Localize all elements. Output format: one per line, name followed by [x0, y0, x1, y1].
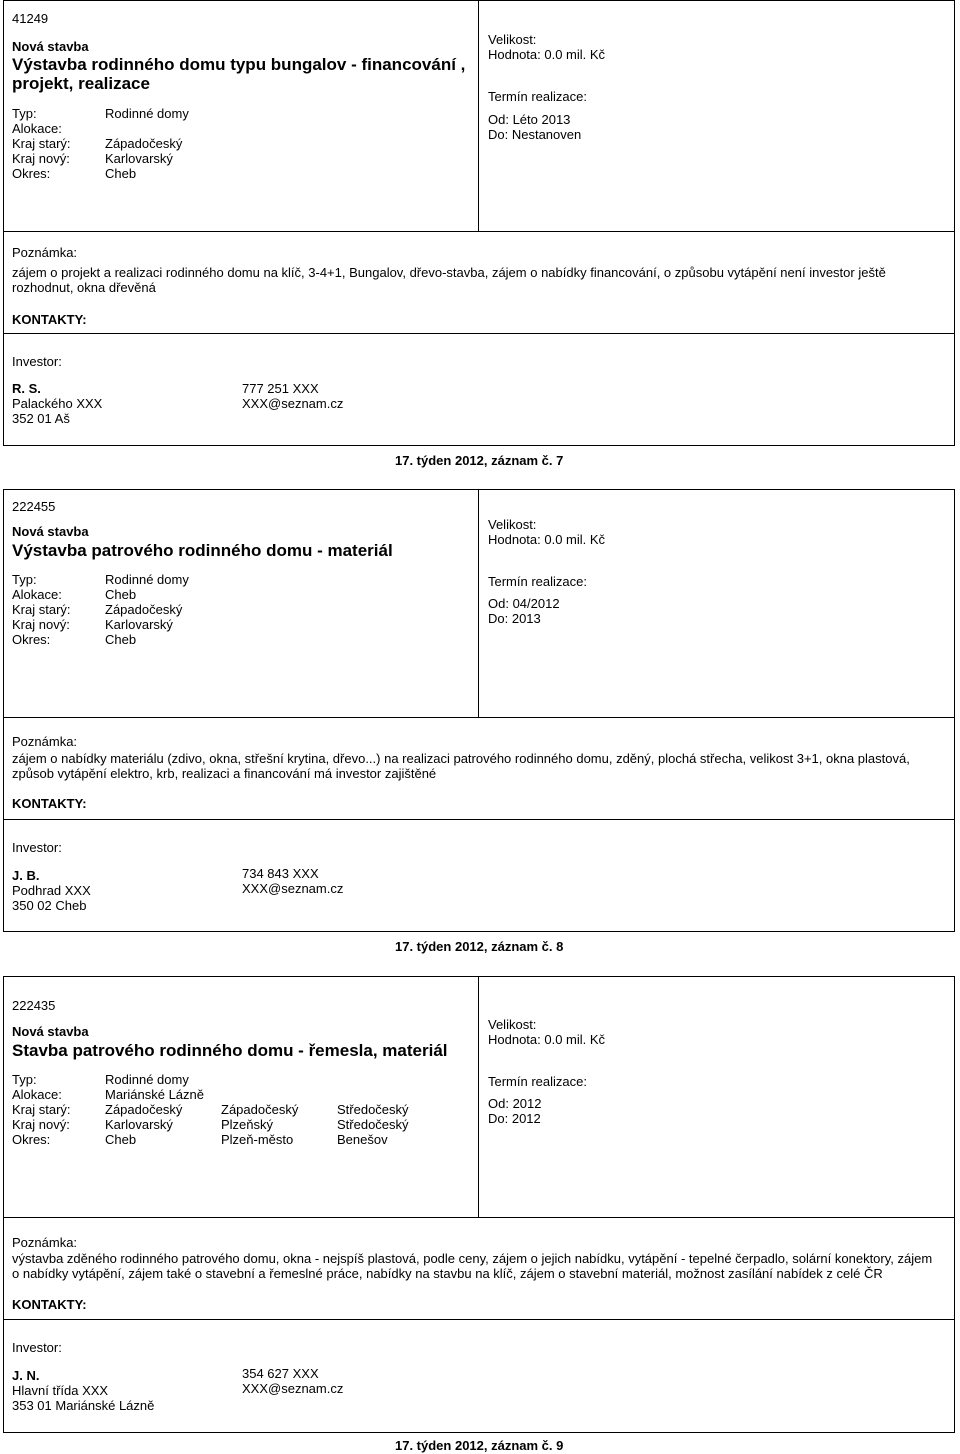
contact-address: [12, 381, 102, 426]
contact-city: 350 02 Cheb: [12, 898, 87, 913]
label-termin: Termín realizace:: [488, 1074, 587, 1089]
value-okres: Cheb: [105, 1132, 137, 1147]
field-labels: [12, 106, 71, 181]
value-kraj-novy-2: Plzeňský: [221, 1117, 274, 1132]
value-od: Od: 04/2012: [488, 596, 560, 611]
value-hodnota: Hodnota: 0.0 mil. Kč: [488, 532, 606, 547]
value-typ: Rodinné domy: [105, 1072, 189, 1087]
contact-city: 352 01 Aš: [12, 411, 70, 426]
contact-channels: [242, 381, 343, 411]
label-investor: Investor:: [12, 840, 62, 855]
label-investor: Investor:: [12, 1340, 62, 1355]
kontakty-heading: KONTAKTY:: [12, 1297, 87, 1312]
record-status: Nová stavba: [12, 524, 89, 539]
label-typ: Typ:: [12, 572, 37, 587]
contact-email[interactable]: XXX@seznam.cz: [242, 881, 344, 896]
field-values: [105, 1072, 204, 1147]
kontakty-heading: KONTAKTY:: [12, 796, 87, 811]
value-typ: Rodinné domy: [105, 106, 189, 121]
contact-address: [12, 868, 91, 913]
contact-street: Podhrad XXX: [12, 883, 91, 898]
label-okres: Okres:: [12, 632, 51, 647]
label-alokace: Alokace:: [12, 121, 62, 136]
field-values: [105, 106, 189, 181]
contact-channels: [242, 866, 343, 896]
value-okres: Cheb: [105, 632, 137, 647]
value-kraj-stary: Západočeský: [105, 136, 183, 151]
value-alokace: [105, 121, 189, 136]
kontakty-heading: KONTAKTY:: [12, 312, 87, 327]
value-kraj-novy: Karlovarský: [105, 617, 173, 632]
field-values-col3: [337, 1102, 409, 1147]
value-do: Do: 2013: [488, 611, 541, 626]
label-velikost: Velikost:: [488, 32, 537, 47]
record-card: [3, 976, 955, 1433]
field-labels: [12, 1072, 71, 1147]
value-okres-3: Benešov: [337, 1132, 388, 1147]
value-kraj-stary: Západočeský: [105, 1102, 183, 1117]
label-alokace: Alokace:: [12, 587, 62, 602]
label-okres: Okres:: [12, 1132, 51, 1147]
contact-name: R. S.: [12, 381, 41, 396]
poznamka-text: výstavba zděného rodinného patrového domu, okna - nejspíš plastová, podle ceny, zájem o jejich nabídku, vytápění - tepelné čerpadlo, solární konektory, zájem o nabídky vytápění, zájem také o stavební a řemeslné práce, nabídky na stavbu na klíč, zájem o stavební materiál, možnost zasílání nabídek z celé ČR: [12, 1251, 933, 1281]
value-kraj-novy-3: Středočeský: [337, 1117, 409, 1132]
value-kraj-novy: Karlovarský: [105, 1117, 173, 1132]
contact-name: J. N.: [12, 1368, 40, 1383]
label-typ: Typ:: [12, 106, 37, 121]
contact-phone: 777 251 XXX: [242, 381, 319, 396]
label-kraj-stary: Kraj starý:: [12, 136, 71, 151]
value-hodnota: Hodnota: 0.0 mil. Kč: [488, 47, 606, 62]
value-kraj-stary: Západočeský: [105, 602, 183, 617]
label-kraj-novy: Kraj nový:: [12, 1117, 70, 1132]
label-investor: Investor:: [12, 354, 62, 369]
label-velikost: Velikost:: [488, 517, 537, 532]
contact-channels: [242, 1366, 343, 1396]
record-footer: 17. týden 2012, záznam č. 8: [395, 939, 564, 954]
label-termin: Termín realizace:: [488, 574, 587, 589]
contact-address: [12, 1368, 154, 1413]
label-kraj-stary: Kraj starý:: [12, 602, 71, 617]
record-card: [3, 489, 955, 932]
label-termin: Termín realizace:: [488, 89, 587, 104]
value-kraj-stary-2: Západočeský: [221, 1102, 299, 1117]
label-typ: Typ:: [12, 1072, 37, 1087]
record-footer: 17. týden 2012, záznam č. 7: [395, 453, 564, 468]
contact-phone: 734 843 XXX: [242, 866, 319, 881]
label-okres: Okres:: [12, 166, 51, 181]
value-alokace: Mariánské Lázně: [105, 1087, 204, 1102]
value-kraj-stary-3: Středočeský: [337, 1102, 409, 1117]
value-do: Do: Nestanoven: [488, 127, 582, 142]
label-poznamka: Poznámka:: [12, 245, 78, 260]
record-id: 41249: [12, 11, 49, 26]
label-kraj-stary: Kraj starý:: [12, 1102, 71, 1117]
contact-street: Palackého XXX: [12, 396, 103, 411]
contact-name: J. B.: [12, 868, 40, 883]
label-poznamka: Poznámka:: [12, 1235, 78, 1250]
value-typ: Rodinné domy: [105, 572, 189, 587]
poznamka-text: zájem o nabídky materiálu (zdivo, okna, střešní krytina, dřevo...) na realizaci patrového rodinného domu, zděný, plochá střecha, velikost 3+1, okna plastová, způsob vytápění elektro, krb, realizaci a financování má investor zajištěné: [12, 751, 910, 781]
value-okres: Cheb: [105, 166, 137, 181]
record-title: Výstavba rodinného domu typu bungalov - financování , projekt, realizace: [12, 55, 466, 93]
value-kraj-novy: Karlovarský: [105, 151, 173, 166]
poznamka-text: zájem o projekt a realizaci rodinného domu na klíč, 3-4+1, Bungalov, dřevo-stavba, zájem o nabídky financování, o způsobu vytápění není investor ještě rozhodnut, okna dřevěná: [12, 265, 886, 295]
record-status: Nová stavba: [12, 1024, 89, 1039]
record-status: Nová stavba: [12, 39, 89, 54]
field-values: [105, 572, 189, 647]
label-alokace: Alokace:: [12, 1087, 62, 1102]
contact-phone: 354 627 XXX: [242, 1366, 319, 1381]
value-od: Od: Léto 2013: [488, 112, 571, 127]
record-card: [3, 0, 955, 446]
record-title: Výstavba patrového rodinného domu - materiál: [12, 541, 393, 560]
record-id: 222455: [12, 499, 56, 514]
value-alokace: Cheb: [105, 587, 137, 602]
record-footer: 17. týden 2012, záznam č. 9: [395, 1438, 564, 1453]
label-kraj-novy: Kraj nový:: [12, 151, 70, 166]
label-poznamka: Poznámka:: [12, 734, 78, 749]
field-values-col2: [221, 1102, 298, 1147]
record-title: Stavba patrového rodinného domu - řemesla, materiál: [12, 1041, 448, 1060]
label-velikost: Velikost:: [488, 1017, 537, 1032]
contact-email[interactable]: XXX@seznam.cz: [242, 396, 344, 411]
contact-street: Hlavní třída XXX: [12, 1383, 109, 1398]
value-od: Od: 2012: [488, 1096, 542, 1111]
value-do: Do: 2012: [488, 1111, 541, 1126]
contact-email[interactable]: XXX@seznam.cz: [242, 1381, 344, 1396]
label-kraj-novy: Kraj nový:: [12, 617, 70, 632]
field-labels: [12, 572, 71, 647]
record-id: 222435: [12, 998, 56, 1013]
value-okres-2: Plzeň-město: [221, 1132, 294, 1147]
contact-city: 353 01 Mariánské Lázně: [12, 1398, 155, 1413]
value-hodnota: Hodnota: 0.0 mil. Kč: [488, 1032, 606, 1047]
